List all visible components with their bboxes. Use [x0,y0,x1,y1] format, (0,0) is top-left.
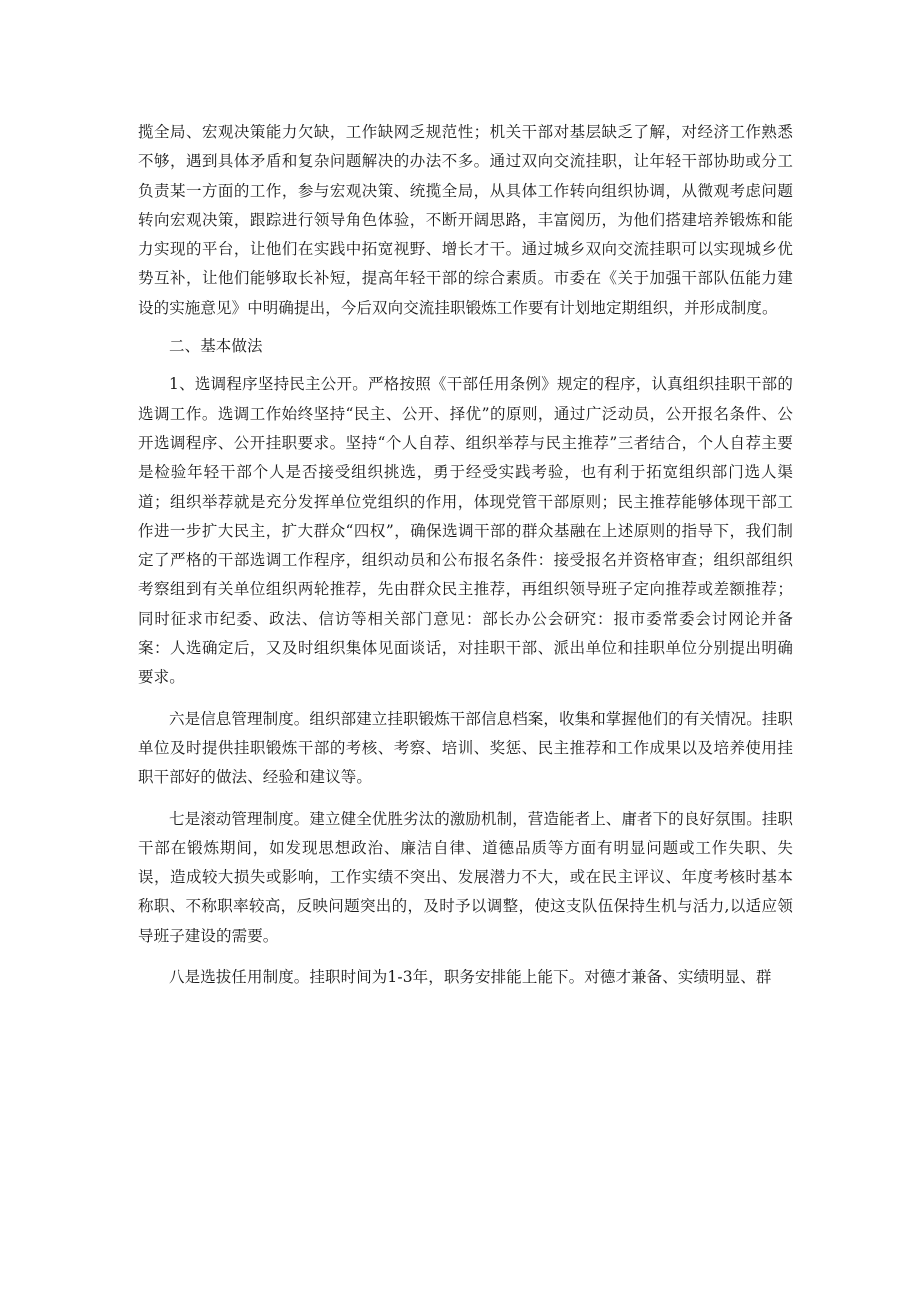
paragraph-item-7-rolling-management: 七是滚动管理制度。建立健全优胜劣汰的激励机制，营造能者上、庸者下的良好氛围。挂职干部在锻炼期间，如发现思想政治、廉洁自律、道德品质等方面有明显问题或工作失职、失误，造成较大损失或影响，工作实绩不突出、发展潜力不大，或在民主评议、年度考核时基本称职、不称职率较高，反映问题突出的，及时予以调整，使这支队伍保持生机与活力,以适应领导班子建设的需要。 [138,809,794,945]
paragraph-intro-continued: 揽全局、宏观决策能力欠缺，工作缺网乏规范性；机关干部对基层缺乏了解，对经济工作熟悉不够，遇到具体矛盾和复杂问题解决的办法不多。通过双向交流挂职，让年轻干部协助或分工负责某一方面的工作，参与宏观决策、统揽全局，从具体工作转向组织协调，从微观考虑问题转向宏观决策，跟踪进行领导角色体验，不断开阔思路，丰富阅历，为他们搭建培养锻炼和能力实现的平台，让他们在实践中拓宽视野、增长才干。通过城乡双向交流挂职可以实现城乡优势互补，让他们能够取长补短，提高年轻干部的综合素质。市委在《关于加强干部队伍能力建设的实施意见》中明确提出，今后双向交流挂职锻炼工作要有计划地定期组织，并形成制度。 [138,123,793,317]
paragraph-item-6-information-management: 六是信息管理制度。组织部建立挂职锻炼干部信息档案，收集和掌握他们的有关情况。挂职单位及时提供挂职锻炼干部的考核、考察、培训、奖惩、民主推荐和工作成果以及培养使用挂职干部好的做法、经验和建议等。 [138,709,794,787]
paragraph-item-8-selection-appointment: 八是选拔任用制度。挂职时间为1-3年，职务安排能上能下。对德才兼备、实绩明显、群 [169,968,772,987]
section-heading-basic-practices: 二、基本做法 [169,337,263,356]
paragraph-item-1-selection-procedure: 1、选调程序坚持民主公开。严格按照《干部任用条例》规定的程序，认真组织挂职干部的选调工作。选调工作始终坚持“民主、公开、择优”的原则，通过广泛动员，公开报名条件、公开选调程序、公开挂职要求。坚持“个人自荐、组织举荐与民主推荐”三者结合，个人自荐主要是检验年轻干部个人是否接受组织挑选，勇于经受实践考验，也有利于拓宽组织部门选人渠道；组织举荐就是充分发挥单位党组织的作用，体现党管干部原则；民主推荐能够体现干部工作进一步扩大民主，扩大群众“四权”，确保选调干部的群众基融在上述原则的指导下，我们制定了严格的干部选调工作程序，组织动员和公布报名条件：接受报名并资格审查；组织部组织考察组到有关单位组织两轮推荐，先由群众民主推荐，再组织领导班子定向推荐或差额推荐；同时征求市纪委、政法、信访等相关部门意见：部长办公会研究：报市委常委会讨网论并备案：人选确定后，又及时组织集体见面谈话，对挂职干部、派出单位和挂职单位分别提出明确要求。 [138,375,793,687]
document-page [138,118,793,992]
